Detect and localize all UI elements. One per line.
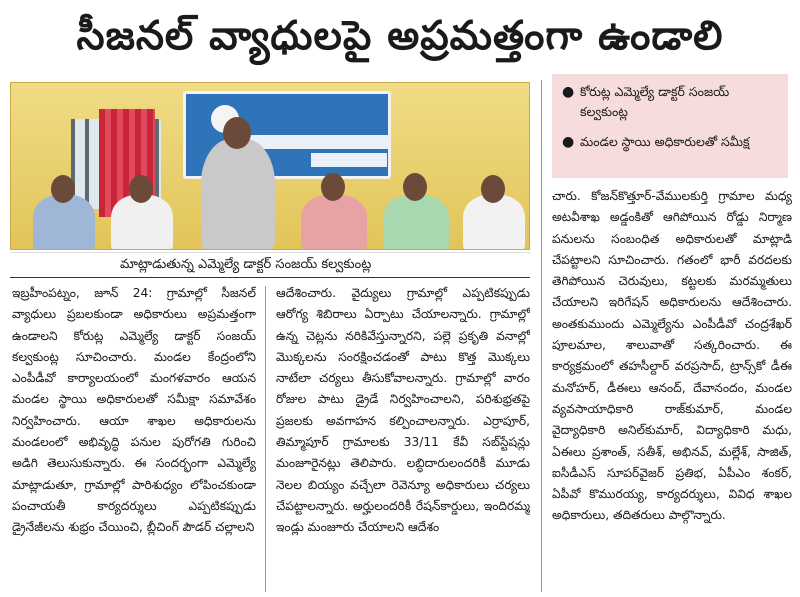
banner-strip-2 bbox=[311, 153, 387, 167]
speaker-figure bbox=[201, 139, 275, 250]
seated-head-2 bbox=[129, 175, 153, 203]
photo-caption: మాట్లాడుతున్న ఎమ్మెల్యే డాక్టర్ సంజయ్ కల్వకుంట్ల bbox=[10, 252, 530, 278]
seated-person-1 bbox=[33, 195, 95, 250]
article-column-2 bbox=[276, 283, 530, 595]
seated-person-3 bbox=[301, 195, 367, 250]
bullet-icon: ● bbox=[562, 134, 575, 150]
highlight-item-1 bbox=[562, 82, 778, 122]
seated-head-4 bbox=[403, 173, 427, 201]
article-text-2: ఆదేశించారు. వైద్యులు గ్రామాల్లో ఎప్పటికప్పుడు ఆరోగ్య శిబిరాలు ఏర్పాటు చేయాలన్నారు. గ్రామాల్లో ఉన్న చెట్లను నరికివేస్తున్నారని, పల్లె ప్రకృతి వనాల్లో మొక్కలను సంరక్షించడంతో పాటు కొత్త మొక్కలు నాటేలా చర్యలు తీసుకోవాలన్నారు. గ్రామాల్లో వారం రోజుల పాటు డ్రైడే నిర్వహించాలని, పరిశుభ్రతపై ప్రజలకు అవగాహన కల్పించాలన్నారు. ఎర్రాపూర్, తిమ్మాపూర్ గ్రామాలకు 33/11 కేవీ సబ్‌స్టేషన్లు మంజూరైనట్లు తెలిపారు. లబ్ధిదారులందరికీ మూడు నెలల బియ్యం వచ్చేలా రెవెన్యూ అధికారులు చర్యలు చేపట్టాలన్నారు. అర్హులందరికీ రేషన్‌కార్డులు, ఇందిరమ్మ ఇండ్లు మంజూరు చేయాలని ఆదేశం bbox=[276, 286, 530, 535]
seated-person-4 bbox=[383, 195, 449, 250]
column-divider-2 bbox=[541, 80, 542, 592]
article-text-1: ఇబ్రహీంపట్నం, జూన్ 24: గ్రామాల్లో సీజనల్ వ్యాధులు ప్రబలకుండా అధికారులు అప్రమత్తంగా ఉండాలని కోరుట్ల ఎమ్మెల్యే డాక్టర్ సంజయ్ కల్వకుంట్ల సూచించారు. మండల కేంద్రంలోని ఎంపీడీవో కార్యాలయంలో మంగళవారం ఆయన మండల స్థాయి అధికారులతో సమీక్షా సమావేశం నిర్వహించారు. ఆయా శాఖల అధికారులను మండలంలో అభివృద్ధి పనుల పురోగతి గురించి అడిగి తెలుసుకున్నారు. ఈ సందర్భంగా ఎమ్మెల్యే మాట్లాడుతూ, గ్రామాల్లో పారిశుధ్యం లోపించకుండా పంచాయతీ కార్యదర్శులు ఎప్పటికప్పుడు డ్రైనేజీలను శుభ్రం చేయించి, బ్లీచింగ్ పౌడర్ చల్లాలని bbox=[12, 286, 256, 535]
highlight-item-2 bbox=[562, 132, 778, 152]
article-text-3: చారు. కోజన్‌కొత్తూర్-వేములకుర్తి గ్రామాల మధ్య అటవీశాఖ అడ్డంకితో ఆగిపోయిన రోడ్డు నిర్మాణ పనులను సంబంధిత అధికారులతో మాట్లాడి చేపట్టాలని సూచించారు. గతంలో భారీ వరదలకు తెగిపోయిన చెరువులు, కట్టలకు మరమ్మతులు చేయాలని ఇరిగేషన్ అధికారులను ఆదేశించారు. అంతకుముందు ఎమ్మెల్యేను ఎంపీడీవో చంద్రశేఖర్ పూలమాల, శాలువాతో సత్కరించారు. ఈ కార్యక్రమంలో తహసీల్దార్ వరప్రసాద్, ట్రాన్స్‌కో డీఈ మనోహర్, డీఈలు ఆనంద్, దేవానందం, మండల వ్యవసాయాధికారి రాజ్‌కుమార్, మండల వైద్యాధికారి అనిల్‌కుమార్, విద్యాధికారి మధు, ఏఈలు ప్రశాంత్, సతీశ్, అభినవ్, మల్లేశ్, సాజిత్, ఐసీడీఎస్ సూపర్‌వైజర్ ప్రతిభ, ఏపీఎం శంకర్, ఏపీవో కొమురయ్య, కార్యదర్శులు, వివిధ శాఖల అధికారులు, తదితరులు పాల్గొన్నారు. bbox=[552, 189, 792, 523]
headline: సీజనల్ వ్యాధులపై అప్రమత్తంగా ఉండాలి bbox=[76, 13, 724, 59]
highlights-box bbox=[552, 74, 788, 178]
article-column-1 bbox=[12, 283, 256, 595]
banner-strip bbox=[241, 135, 391, 149]
news-photo bbox=[10, 82, 530, 250]
seated-person-5 bbox=[463, 195, 525, 250]
seated-head-3 bbox=[321, 173, 345, 201]
speaker-head bbox=[223, 117, 251, 149]
column-divider-1 bbox=[265, 286, 266, 592]
highlight-text-2: మండల స్థాయి అధికారులతో సమీక్ష bbox=[580, 134, 750, 149]
article-column-3 bbox=[552, 186, 792, 595]
highlight-text-1: కోరుట్ల ఎమ్మెల్యే డాక్టర్ సంజయ్ కల్వకుంట్ల bbox=[580, 84, 730, 119]
bullet-icon: ● bbox=[562, 84, 575, 100]
seated-person-2 bbox=[111, 195, 173, 250]
seated-head-1 bbox=[51, 175, 75, 203]
seated-head-5 bbox=[481, 175, 505, 203]
